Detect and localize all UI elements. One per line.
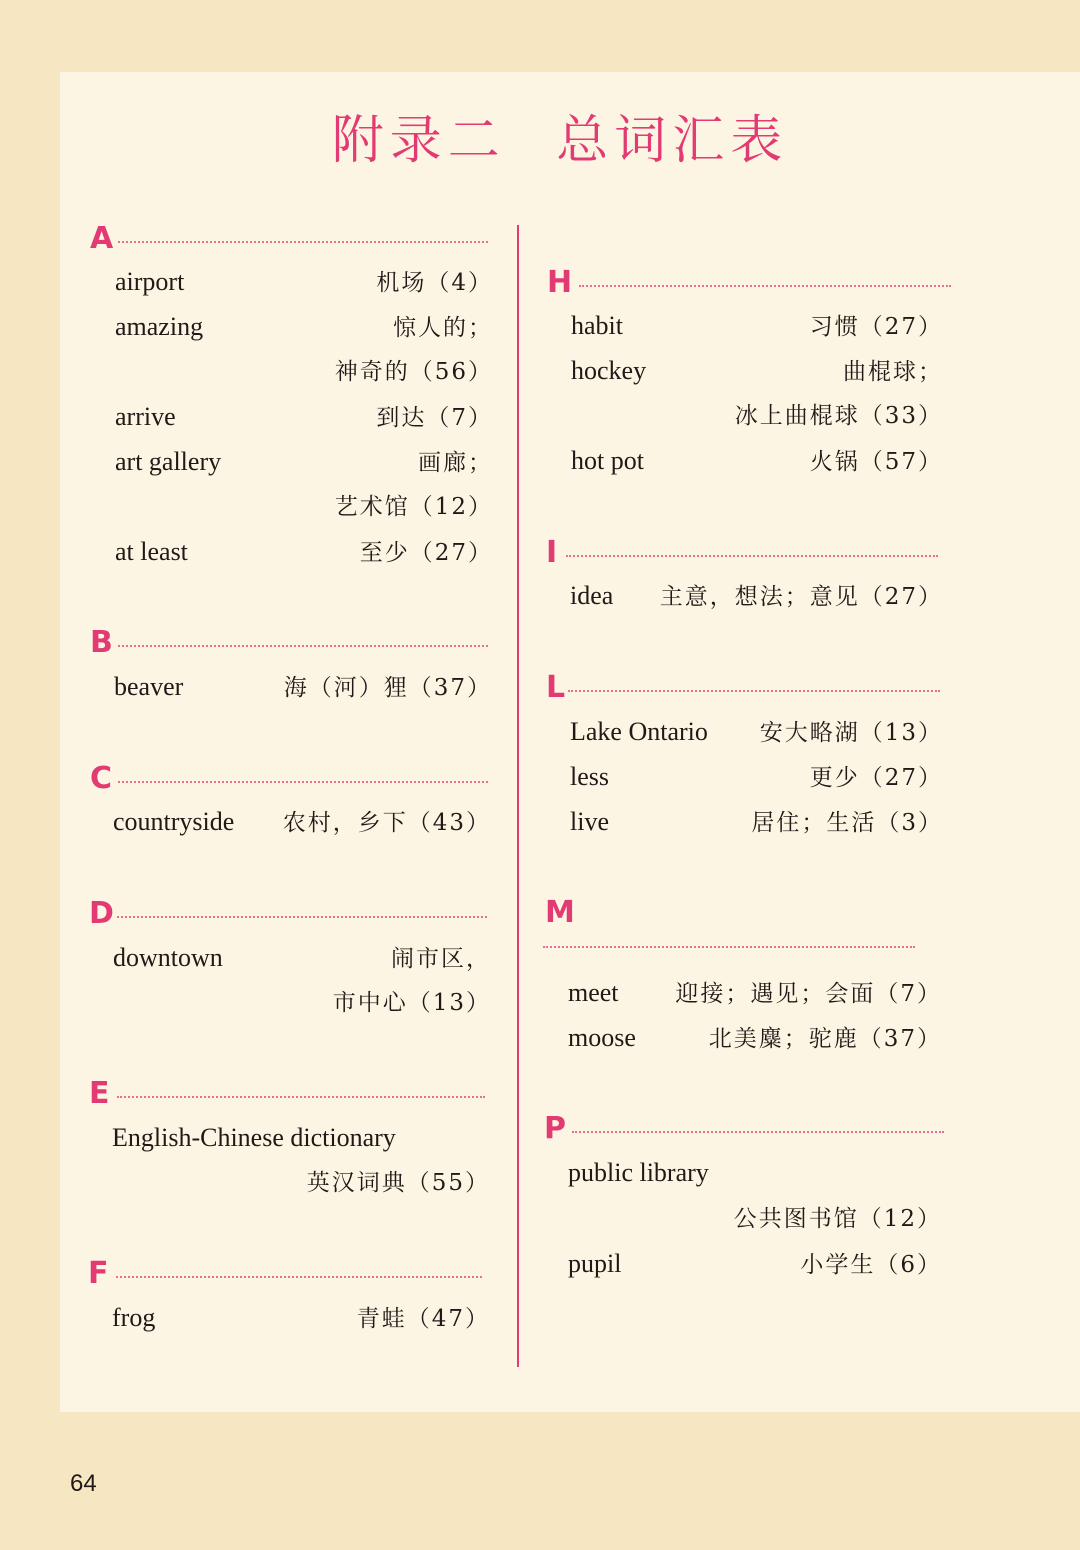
definition-continued: 市中心（13） <box>332 990 491 1016</box>
definition: 更少（27） <box>809 765 943 791</box>
headword: public library <box>568 1158 709 1187</box>
dotted-rule <box>117 916 487 918</box>
headword: pupil <box>568 1249 622 1278</box>
section-header-e <box>89 1076 485 1111</box>
headword: idea <box>570 581 614 610</box>
list-item <box>570 580 943 613</box>
title-part-1: 附录二 <box>331 111 506 171</box>
list-item <box>571 310 943 343</box>
section-header-f <box>88 1256 482 1291</box>
headword: habit <box>571 311 623 340</box>
definition-continued: 艺术馆（12） <box>334 494 493 520</box>
headword: downtown <box>113 943 223 972</box>
definition: 曲棍球； <box>843 359 943 385</box>
title-part-2: 总词汇表 <box>556 111 789 171</box>
list-item <box>115 266 493 299</box>
headword: live <box>570 807 609 836</box>
headword: at least <box>115 537 188 566</box>
headword: English-Chinese dictionary <box>112 1123 396 1152</box>
list-item <box>568 1248 942 1281</box>
headword: airport <box>115 267 185 296</box>
definition-continued: 冰上曲棍球（33） <box>734 403 943 429</box>
list-item <box>115 311 493 344</box>
section-letter: I <box>546 535 558 570</box>
dotted-rule <box>118 241 488 243</box>
definition: 闹市区， <box>391 946 491 972</box>
definition: 海（河）狸（37） <box>283 675 492 701</box>
dotted-rule <box>566 555 938 557</box>
section-letter: B <box>90 625 113 660</box>
section-letter: A <box>90 221 114 256</box>
headword: moose <box>568 1023 636 1052</box>
definition: 居住；生活（3） <box>751 810 943 836</box>
section-letter: L <box>546 670 566 705</box>
definition-continued: 公共图书馆（12） <box>733 1206 942 1232</box>
definition: 农村，乡下（43） <box>282 810 491 836</box>
page-number: 64 <box>70 1470 97 1497</box>
column-divider <box>517 225 519 1367</box>
headword: hot pot <box>571 446 644 475</box>
section-letter: E <box>89 1076 110 1111</box>
dotted-rule <box>568 690 940 692</box>
list-item <box>114 671 492 704</box>
definition: 小学生（6） <box>800 1252 942 1278</box>
section-header-a <box>90 221 488 256</box>
section-letter: P <box>544 1111 566 1146</box>
dotted-rule <box>572 1131 944 1133</box>
definition: 到达（7） <box>376 405 493 431</box>
headword: Lake Ontario <box>570 717 708 746</box>
definition: 火锅（57） <box>809 449 943 475</box>
list-item <box>570 716 943 749</box>
list-item <box>112 1302 490 1335</box>
dotted-rule <box>579 285 951 287</box>
list-item <box>115 536 493 569</box>
dotted-rule <box>118 645 488 647</box>
list-item <box>115 401 493 434</box>
definition: 安大略湖（13） <box>759 720 943 746</box>
section-header-c <box>90 761 488 796</box>
section-letter: H <box>547 265 573 300</box>
list-item <box>571 445 943 478</box>
definition: 主意，想法；意见（27） <box>659 584 943 610</box>
section-header-h <box>547 265 951 300</box>
page-title <box>0 98 1080 173</box>
headword: countryside <box>113 807 235 836</box>
section-letter: F <box>88 1256 109 1291</box>
headword: hockey <box>571 356 647 385</box>
definition: 画廊； <box>418 450 493 476</box>
section-header-d <box>89 896 487 931</box>
list-item <box>571 355 943 388</box>
list-item <box>113 806 491 839</box>
list-item <box>568 1022 942 1055</box>
section-header-p <box>544 1111 944 1146</box>
definition-continued: 英汉词典（55） <box>306 1170 490 1196</box>
section-header-i <box>546 535 938 570</box>
dotted-rule <box>117 1096 485 1098</box>
list-item <box>113 942 491 975</box>
definition: 惊人的； <box>393 315 493 341</box>
dotted-rule <box>543 946 915 948</box>
list-item <box>570 761 943 794</box>
section-letter: D <box>89 896 114 931</box>
dotted-rule <box>116 1276 482 1278</box>
section-header-l <box>546 670 940 705</box>
headword: amazing <box>115 312 204 341</box>
definition: 北美麋；驼鹿（37） <box>708 1026 942 1052</box>
section-header-m <box>545 895 585 930</box>
dotted-rule <box>118 781 488 783</box>
definition-continued: 神奇的（56） <box>334 359 493 385</box>
definition: 迎接；遇见；会面（7） <box>675 981 942 1007</box>
definition: 青蛙（47） <box>356 1306 490 1332</box>
headword: less <box>570 762 609 791</box>
section-header-b <box>90 625 488 660</box>
headword: beaver <box>114 672 184 701</box>
headword: arrive <box>115 402 176 431</box>
list-item <box>568 977 942 1010</box>
headword: frog <box>112 1303 156 1332</box>
section-letter: M <box>545 895 575 930</box>
definition: 机场（4） <box>376 270 493 296</box>
headword: meet <box>568 978 619 1007</box>
list-item <box>570 806 943 839</box>
definition: 习惯（27） <box>809 314 943 340</box>
headword: art gallery <box>115 447 222 476</box>
list-item <box>115 446 493 479</box>
section-letter: C <box>90 761 113 796</box>
definition: 至少（27） <box>359 540 493 566</box>
